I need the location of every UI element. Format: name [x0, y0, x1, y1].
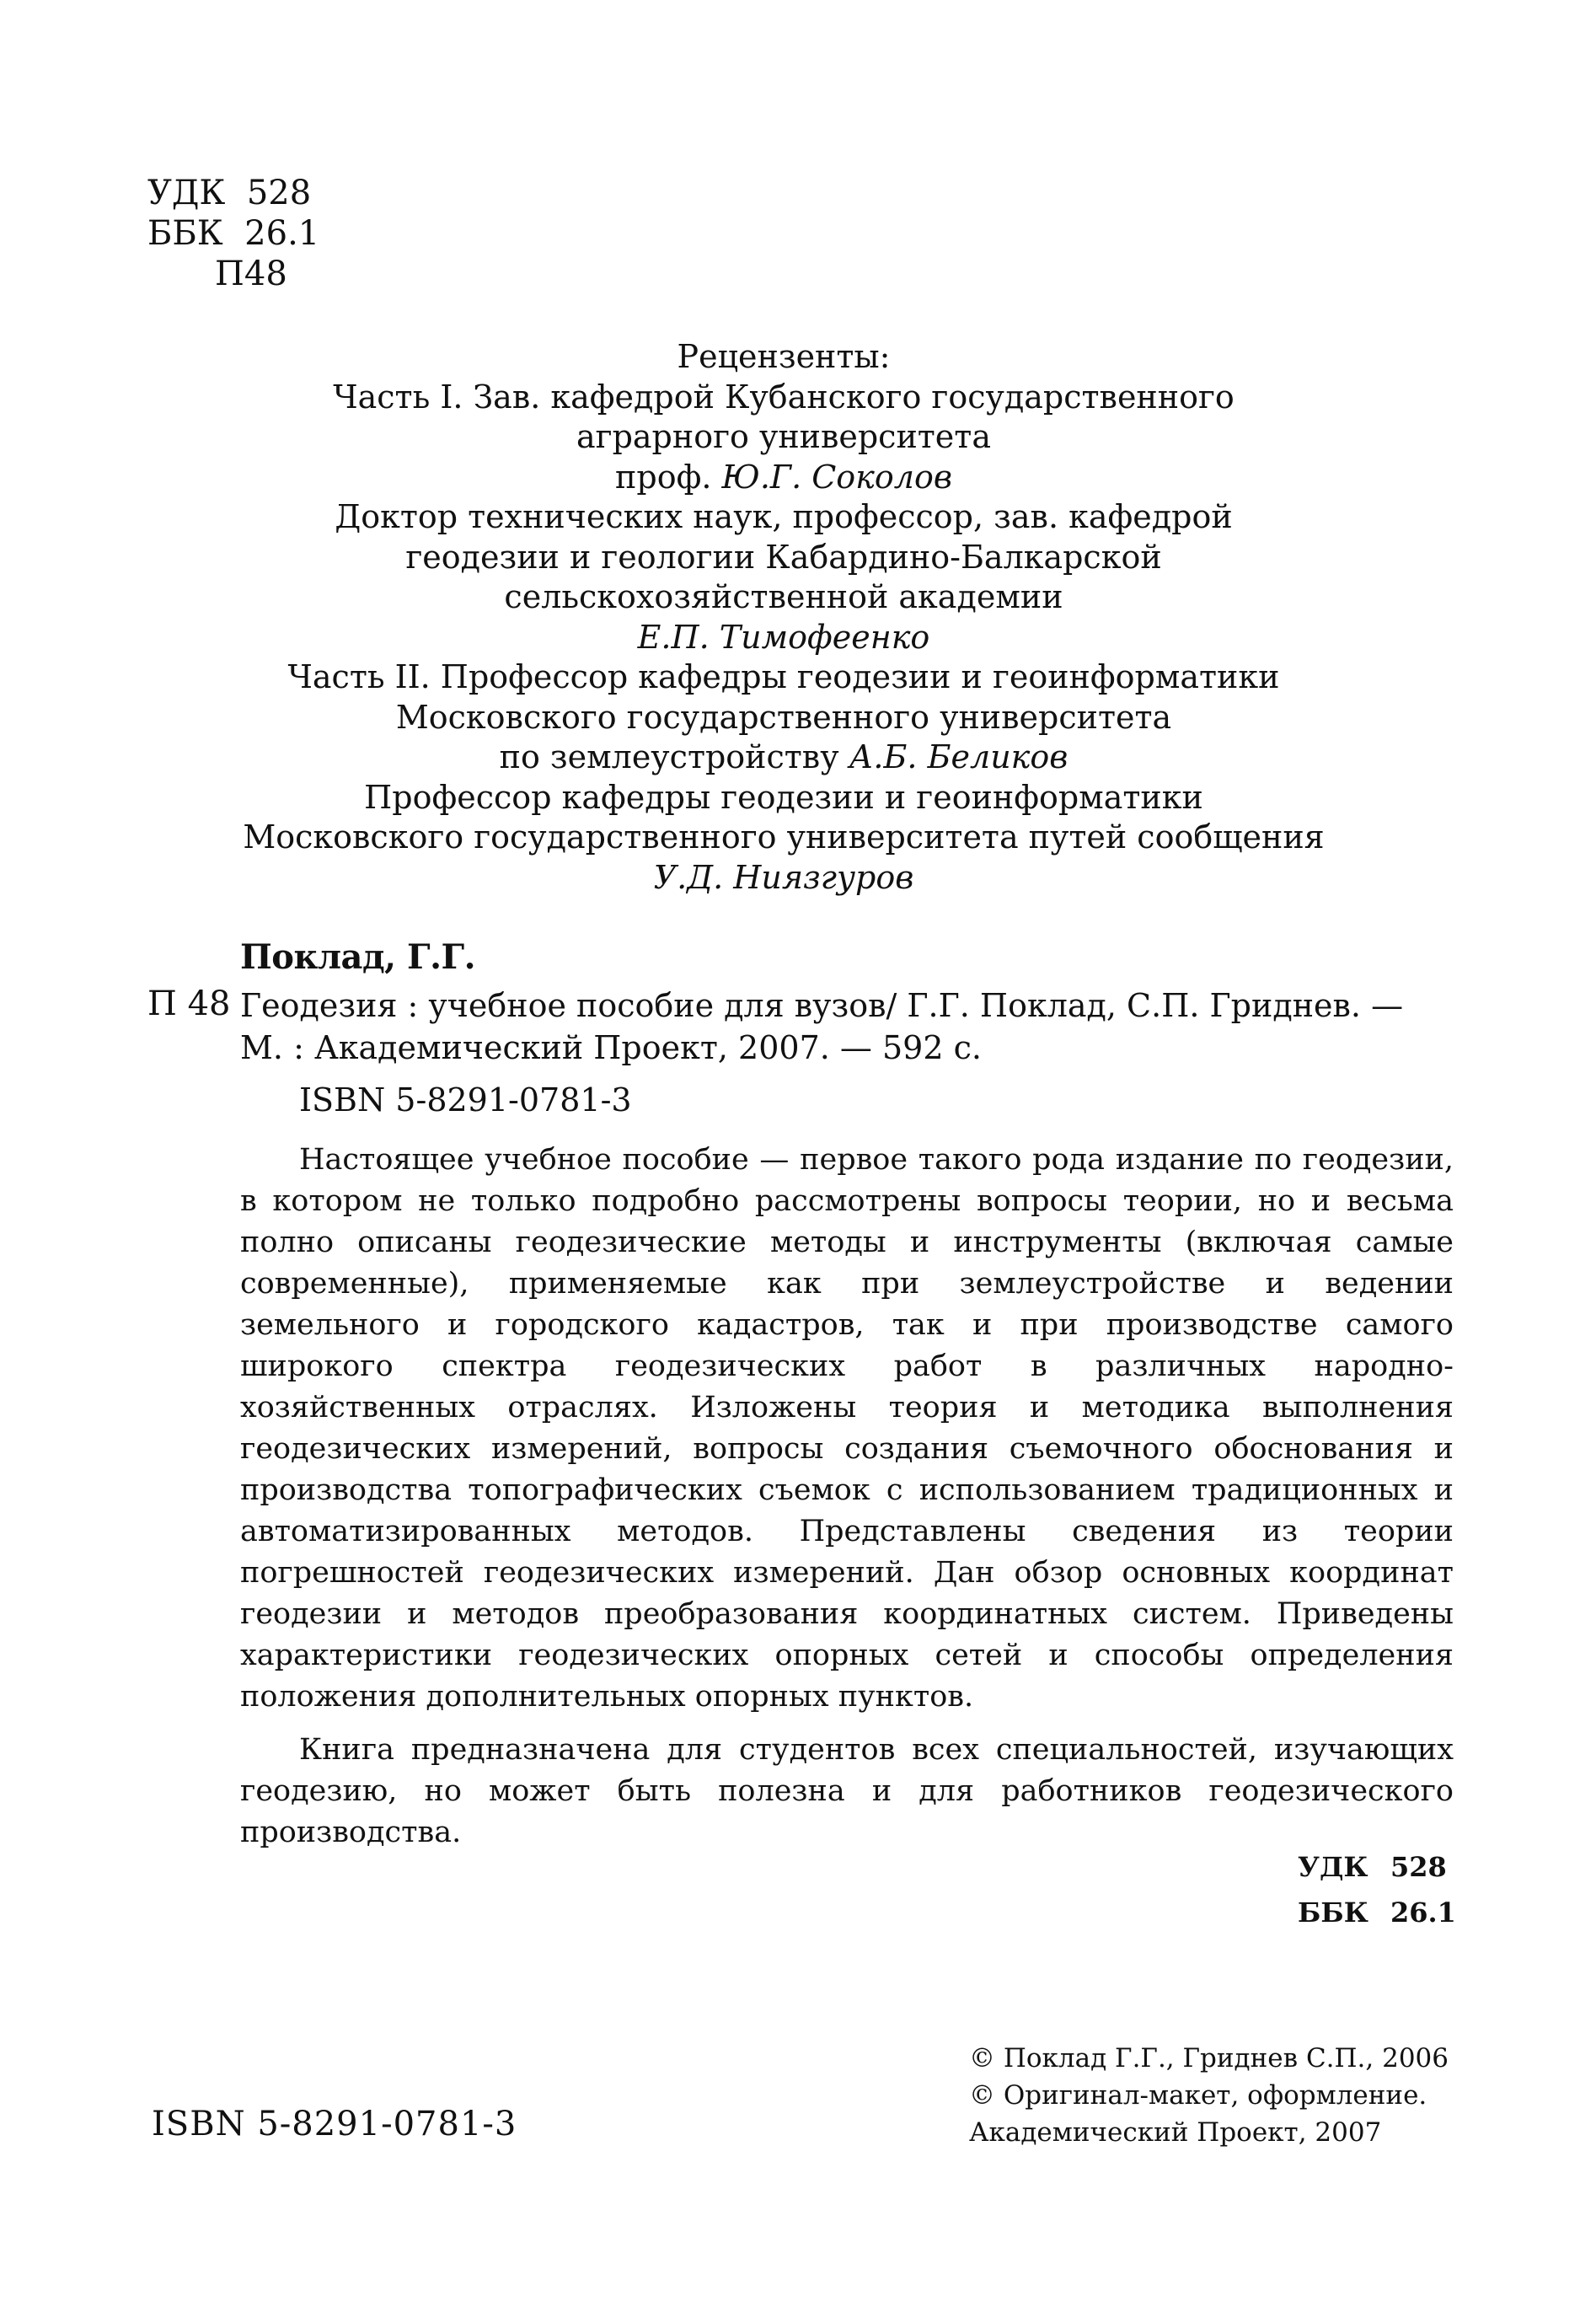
copyright-line: © Поклад Г.Г., Гриднев С.П., 2006	[969, 2043, 1449, 2074]
author-code-top: П48	[215, 255, 287, 293]
reviewer-name: А.Б. Беликов	[849, 738, 1068, 775]
reviewers-heading: Рецензенты:	[677, 338, 891, 375]
reviewer-line	[169, 458, 1399, 498]
reviewer-line: аграрного университета	[576, 418, 991, 455]
udk-top: УДК 528	[147, 174, 312, 212]
bib-author: Поклад, Г.Г.	[240, 937, 476, 977]
reviewer-name: У.Д. Ниязгуров	[653, 858, 914, 896]
reviewer-name: Ю.Г. Соколов	[721, 458, 952, 496]
copyright-line: Академический Проект, 2007	[969, 2117, 1382, 2148]
copyright-line: © Оригинал-макет, оформление.	[969, 2080, 1427, 2111]
bib-code: П 48	[147, 984, 231, 1023]
udk-label: УДК	[1298, 1851, 1368, 1883]
reviewer-title: проф.	[615, 458, 722, 496]
bib-line: М. : Академический Проект, 2007. — 592 с.	[240, 1029, 982, 1066]
classification-bottom	[1298, 1844, 1456, 1935]
bbk-top: ББК 26.1	[147, 214, 320, 253]
bbk-bottom-row	[1298, 1890, 1456, 1935]
bib-line: Геодезия : учебное пособие для вузов/ Г.Г. Поклад, С.П. Гриднев. —	[240, 987, 1404, 1024]
udk-bottom-row	[1298, 1844, 1456, 1890]
reviewers-block	[169, 337, 1399, 898]
reviewer-line: Московского государственного университета	[395, 698, 1172, 736]
abstract-paragraph: Книга предназначена для студентов всех специальностей, изучающих геодезию, но может быть полезна и для работников геодезического производства.	[240, 1733, 1454, 1849]
reviewer-line: сельскохозяйственной академии	[504, 578, 1063, 615]
reviewer-line: геодезии и геологии Кабардино-Балкарской	[405, 538, 1162, 576]
bbk-value: 26.1	[1390, 1896, 1456, 1929]
reviewer-line: Профессор кафедры геодезии и геоинформатики	[364, 778, 1203, 816]
reviewer-line: Московского государственного университета путей сообщения	[243, 818, 1325, 856]
bib-description	[240, 984, 1454, 1069]
udk-value: 528	[1390, 1851, 1447, 1883]
reviewer-affiliation: по землеустройству	[499, 738, 849, 775]
reviewer-line: Часть I. Зав. кафедрой Кубанского государственного	[333, 378, 1234, 416]
reviewer-line: Доктор технических наук, профессор, зав. кафедрой	[335, 498, 1233, 535]
copyright-block	[969, 2040, 1449, 2151]
bbk-label: ББК	[1298, 1896, 1368, 1929]
reviewer-name: Е.П. Тимофеенко	[637, 618, 930, 656]
classification-block	[147, 173, 319, 294]
reviewer-line	[169, 738, 1399, 778]
abstract-paragraph: Настоящее учебное пособие — первое такого рода издание по геодезии, в котором не только подробно рассмотрены вопросы теории, но и весьма полно описаны геодезические методы и инструменты (включая самые современные), применяемые как при землеустройстве и ведении земельного и городского кадастров, так и при производстве самого широкого спектра геодезических работ в различных народно-хозяйственных отраслях. Изложены теория и методика выполнения геодезических измерений, вопросы создания съемочного обоснования и производства топографических съемок с использованием традиционных и автоматизированных методов. Представлены сведения из теории погрешностей геодезических измерений. Дан обзор основных координат геодезии и методов преобразования координатных систем. Приведены характеристики геодезических опорных сетей и способы определения положения дополнительных опорных пунктов.	[240, 1143, 1454, 1714]
abstract	[240, 1140, 1454, 1854]
isbn-bottom: ISBN 5-8291-0781-3	[152, 2105, 517, 2143]
reviewer-line: Часть II. Профессор кафедры геодезии и геоинформатики	[287, 658, 1280, 695]
bib-isbn: ISBN 5-8291-0781-3	[299, 1081, 632, 1119]
